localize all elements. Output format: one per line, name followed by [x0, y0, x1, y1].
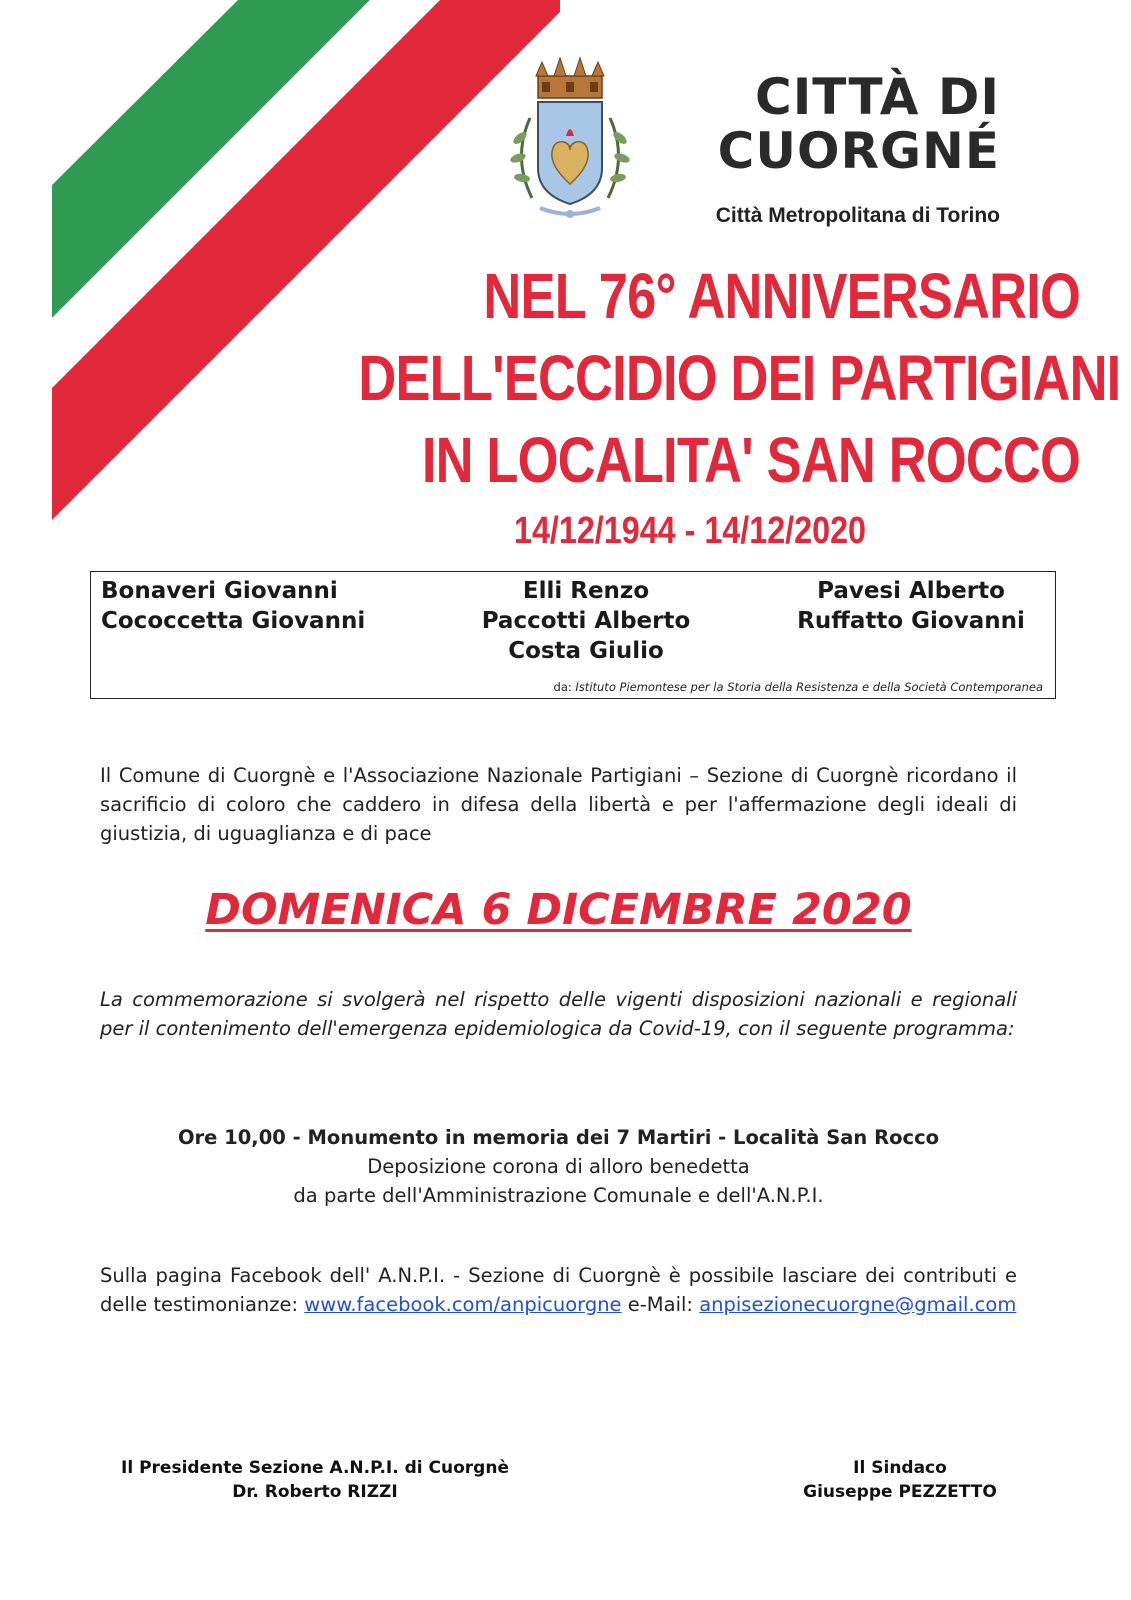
names-column-1 — [101, 576, 365, 636]
facebook-paragraph — [100, 1261, 1017, 1319]
city-name-line2: CUORGNÉ — [717, 122, 1000, 180]
signature-president — [90, 1456, 540, 1504]
headline-line1: NEL 76° ANNIVERSARIO — [483, 260, 1080, 332]
email-link[interactable]: anpisezionecuorgne@gmail.com — [699, 1293, 1017, 1316]
source-note — [554, 680, 1043, 694]
partisan-name: Elli Renzo — [522, 578, 650, 604]
president-title: Il Presidente Sezione A.N.P.I. di Cuorgnè — [121, 1458, 509, 1478]
program — [100, 1123, 1017, 1210]
program-line3: da parte dell'Amministrazione Comunale e dell'A.N.P.I. — [293, 1184, 824, 1207]
partisan-name: Cococcetta Giovanni — [101, 608, 366, 634]
intro-paragraph: Il Comune di Cuorgnè e l'Associazione Nazionale Partigiani – Sezione di Cuorgnè ricordano il sacrificio di coloro che caddero in difesa della libertà e per l'affermazione degli ideali di giustizia, di uguaglianza e di pace — [100, 764, 1017, 845]
event-date-text: DOMENICA 6 DICEMBRE 2020 — [205, 885, 912, 935]
source-text: Istituto Piemontese per la Storia della Resistenza e della Società Contemporanea — [575, 680, 1043, 694]
city-name — [660, 70, 1000, 178]
covid-note: La commemorazione si svolgerà nel rispetto delle vigenti disposizioni nazionali e regionali per il contenimento dell'emergenza epidemiologica da Covid-19, con il seguente programma: — [100, 988, 1017, 1040]
names-column-2 — [461, 576, 711, 666]
mayor-title: Il Sindaco — [853, 1458, 947, 1478]
facebook-text: Sulla pagina Facebook dell' A.N.P.I. - Sezione di Cuorgnè è possibile lasciare dei contributi e delle testimonianze: — [100, 1264, 1017, 1316]
source-prefix: da: — [553, 680, 572, 694]
names-column-3 — [771, 576, 1051, 636]
partisan-name: Paccotti Alberto — [481, 608, 691, 634]
program-line1: Ore 10,00 - Monumento in memoria dei 7 Martiri - Località San Rocco — [177, 1126, 940, 1149]
date-range: 14/12/1944 - 14/12/2020 — [513, 510, 867, 552]
partisan-name: Bonaveri Giovanni — [101, 578, 338, 604]
headline-line2: DELL'ECCIDIO DEI PARTIGIANI — [358, 342, 1121, 414]
email-label: e-Mail: — [627, 1293, 693, 1316]
partisan-name: Pavesi Alberto — [817, 578, 1005, 604]
headline — [358, 255, 1121, 501]
event-date — [100, 885, 1017, 935]
facebook-link[interactable]: www.facebook.com/anpicuorgne — [304, 1293, 622, 1316]
partisan-name: Ruffatto Giovanni — [797, 608, 1025, 634]
city-crest-icon — [490, 48, 650, 226]
president-name: Dr. Roberto RIZZI — [232, 1482, 398, 1502]
mayor-name: Giuseppe PEZZETTO — [803, 1482, 997, 1502]
partisan-names-box — [90, 571, 1056, 699]
partisan-name: Costa Giulio — [508, 638, 664, 664]
program-line2: Deposizione corona di alloro benedetta — [367, 1155, 750, 1178]
city-name-line1: CITTÀ DI — [755, 68, 1000, 126]
metropolitan-subtitle: Città Metropolitana di Torino — [715, 204, 1000, 227]
headline-line3: IN LOCALITA' SAN ROCCO — [421, 424, 1080, 496]
signature-mayor — [780, 1456, 1020, 1504]
